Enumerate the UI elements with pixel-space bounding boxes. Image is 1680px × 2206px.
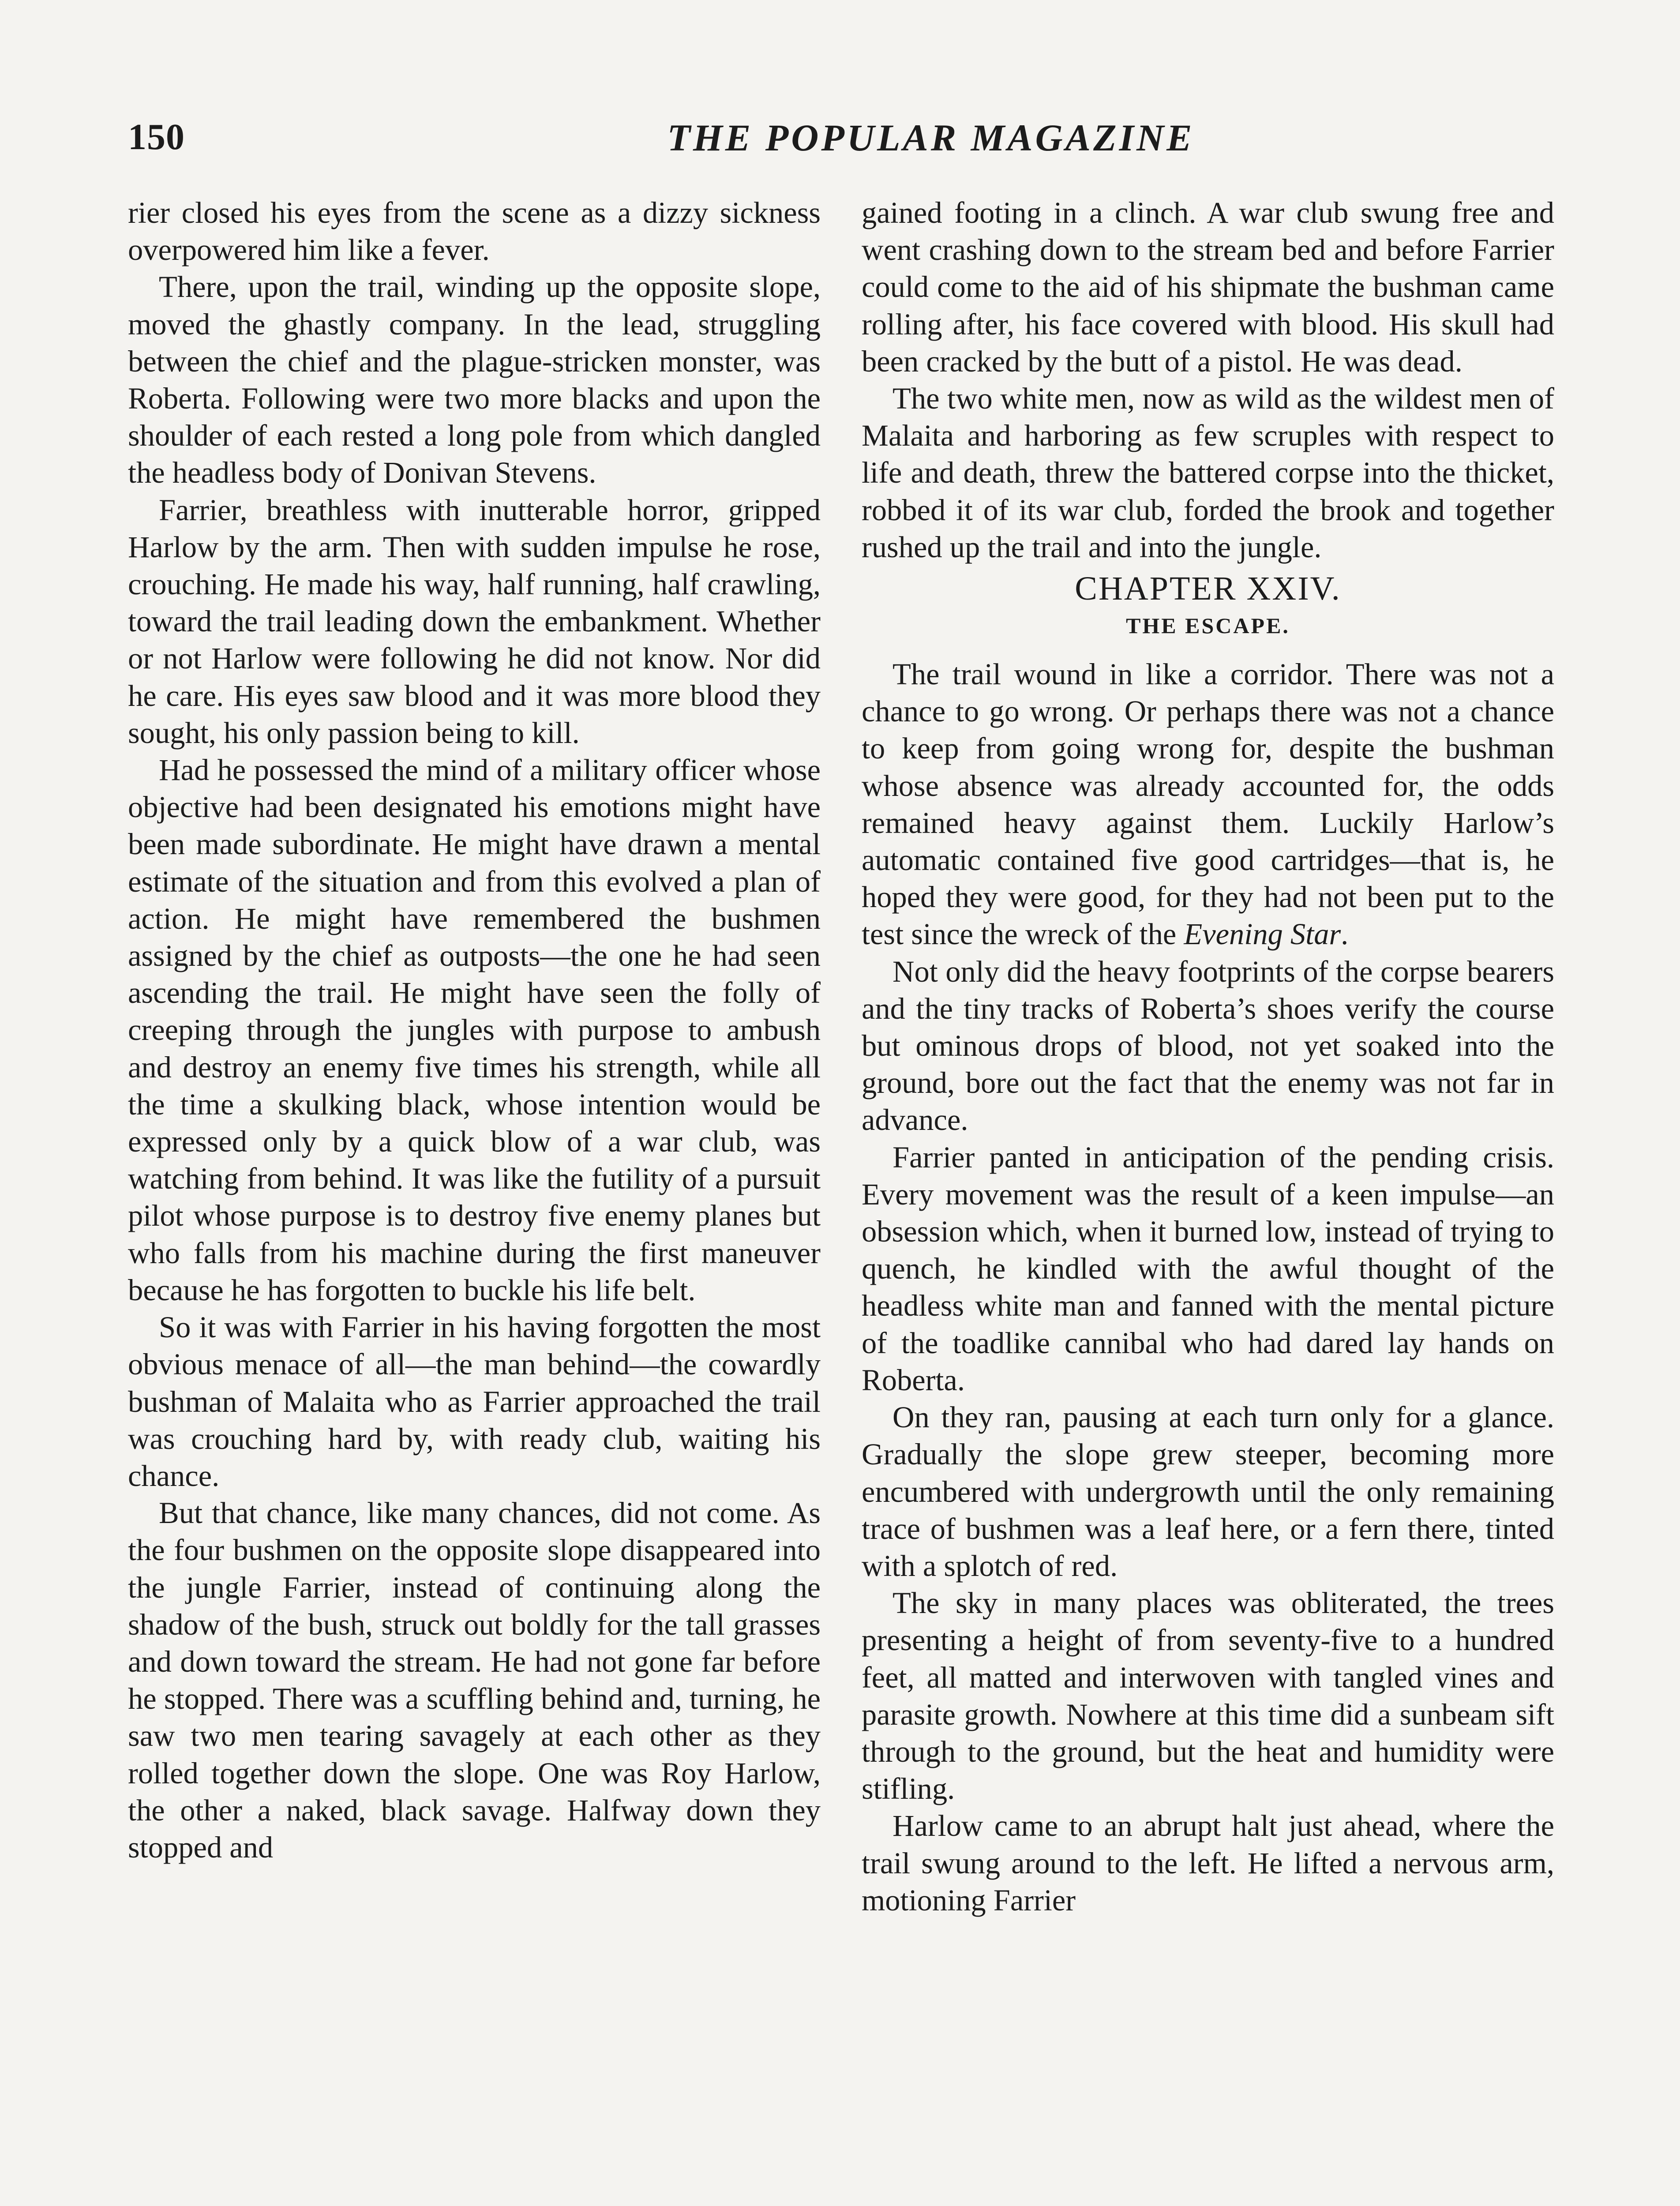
paragraph: rier closed his eyes from the scene as a dizzy sickness overpowered him like a fever. bbox=[128, 196, 821, 267]
paragraph bbox=[862, 656, 1554, 953]
chapter-title: CHAPTER XXIV. bbox=[1075, 570, 1341, 608]
paragraph: But that chance, like many chances, did not come. As the four bushmen on the opposite slope disappeared into the jungle Farrier, instead of continuing along the shadow of the bush, struck out boldly for the tall grasses and down toward the stream. He had not gone far before he stopped. There was a scuffling behind and, turning, he saw two men tearing savagely at each other as they rolled together down the slope. One was Roy Harlow, the other a naked, black savage. Halfway down they stopped and bbox=[128, 1496, 821, 1864]
page-number: 150 bbox=[128, 116, 185, 158]
running-head: THE POPULAR MAGAZINE bbox=[667, 116, 1195, 159]
paragraph: On they ran, pausing at each turn only for a glance. Gradually the slope grew steeper, becoming more encumbered with undergrowth until the only remaining trace of bushmen was a leaf here, or a fern there, tinted with a splotch of red. bbox=[862, 1400, 1554, 1583]
paragraph-text: . bbox=[1341, 917, 1349, 951]
paragraph-text: The trail wound in like a corridor. There was not a chance to go wrong. Or perhaps there was not a chance to keep from going wrong for, despite the bushman whose absence was already accounted for, the odds remained heavy against them. Luckily Harlow’s automatic contained five good cartridges—that is, he hoped they were good, for they had not been put to the test since the wreck of the bbox=[862, 657, 1554, 951]
paragraph: The sky in many places was obliterated, the trees presenting a height of from seventy-five to a hundred feet, all matted and interwoven with tangled vines and parasite growth. Nowhere at this time did a sunbeam sift through to the ground, but the heat and humidity were stifling. bbox=[862, 1586, 1554, 1806]
paragraph: Harlow came to an abrupt halt just ahead, where the trail swung around to the left. He lifted a nervous arm, motioning Farrier bbox=[862, 1809, 1554, 1917]
paragraph: Farrier panted in anticipation of the pending crisis. Every movement was the result of a keen impulse—an obsession which, when it burned low, instead of trying to quench, he kindled with the awful thought of the headless white man and fanned with the mental picture of the toadlike cannibal who had dared lay hands on Roberta. bbox=[862, 1140, 1554, 1397]
paragraph: Had he possessed the mind of a military officer whose objective had been designated his emotions might have been made subordinate. He might have drawn a mental estimate of the situation and from this evolved a plan of action. He might have remembered the bushmen assigned by the chief as outposts—the one he had seen ascending the trail. He might have seen the folly of creeping through the jungles with purpose to ambush and destroy an enemy five times his strength, while all the time a skulking black, whose intention would be expressed only by a quick blow of a war club, was watching from behind. It was like the futility of a pursuit pilot whose purpose is to destroy five enemy planes but who falls from his machine during the first maneuver because he has forgotten to buckle his life belt. bbox=[128, 753, 821, 1307]
right-column bbox=[862, 194, 1554, 1919]
chapter-subtitle: THE ESCAPE. bbox=[1126, 613, 1290, 638]
paragraph: Farrier, breathless with inutterable horror, gripped Harlow by the arm. Then with sudden impulse he rose, crouching. He made his way, half running, half crawling, toward the trail leading down the embankment. Whether or not Harlow were following he did not know. Nor did he care. His eyes saw blood and it was more blood they sought, his only passion being to kill. bbox=[128, 493, 821, 750]
paragraph: There, upon the trail, winding up the opposite slope, moved the ghastly company. In the lead, struggling between the chief and the plague-stricken monster, was Roberta. Following were two more blacks and upon the shoulder of each rested a long pole from which dangled the headless body of Donivan Stevens. bbox=[128, 270, 821, 490]
paragraph: Not only did the heavy footprints of the corpse bearers and the tiny tracks of Roberta’s shoes verify the course but ominous drops of blood, not yet soaked into the ground, bore out the fact that the enemy was not far in advance. bbox=[862, 954, 1554, 1137]
ship-name: Evening Star bbox=[1184, 917, 1341, 951]
paragraph: gained footing in a clinch. A war club swung free and went crashing down to the stream bed and before Farrier could come to the aid of his shipmate the bushman came rolling after, his face covered with blood. His skull had been cracked by the butt of a pistol. He was dead. bbox=[862, 196, 1554, 378]
paragraph: The two white men, now as wild as the wildest men of Malaita and harboring as few scruples with respect to life and death, threw the battered corpse into the thicket, robbed it of its war club, forded the brook and together rushed up the trail and into the jungle. bbox=[862, 382, 1554, 564]
left-column bbox=[128, 194, 821, 1866]
paragraph: So it was with Farrier in his having forgotten the most obvious menace of all—the man behind—the cowardly bushman of Malaita who as Farrier approached the trail was crouching hard by, with ready club, waiting his chance. bbox=[128, 1310, 821, 1493]
